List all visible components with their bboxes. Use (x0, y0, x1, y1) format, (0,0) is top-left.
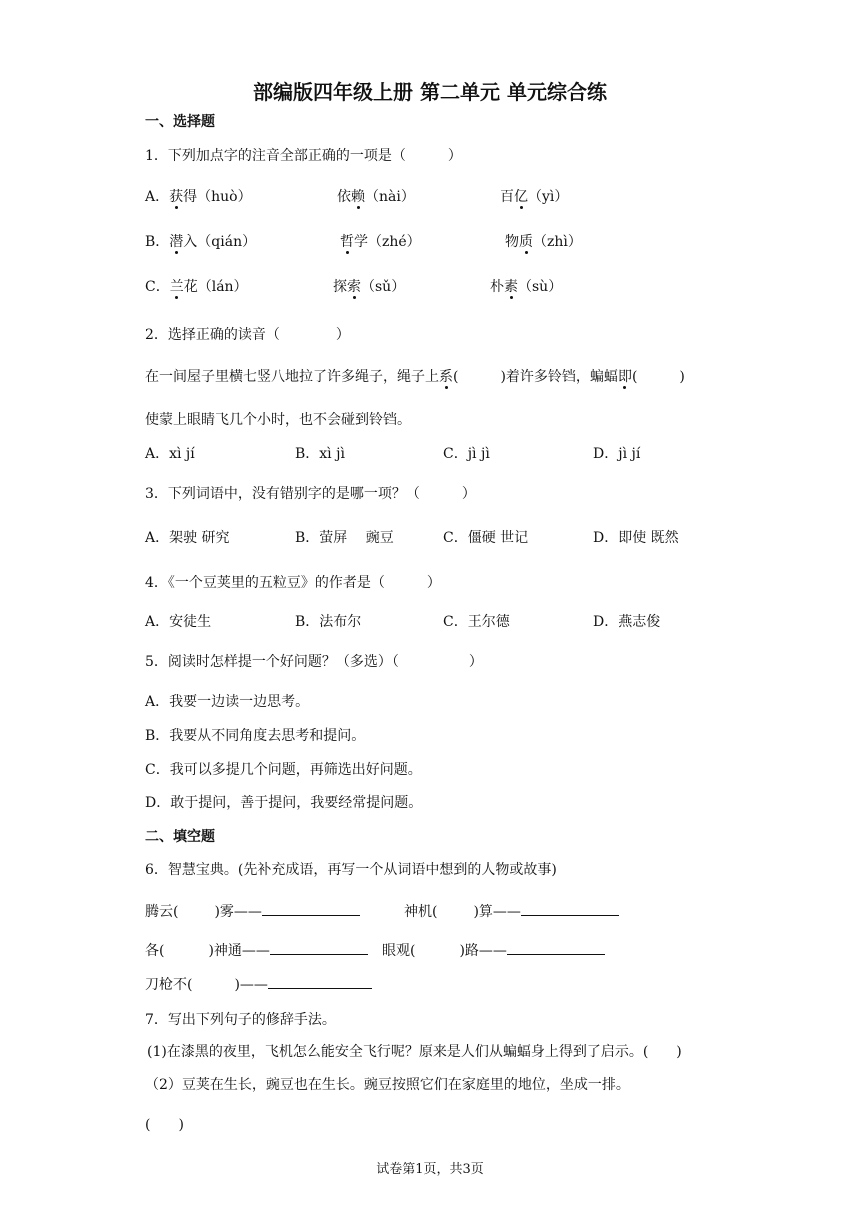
q4-option-b: B．法布尔 (295, 614, 362, 630)
page-title: 部编版四年级上册 第二单元 单元综合练 (253, 80, 607, 104)
emphasis-dot-char: 赖 (351, 189, 365, 205)
question-7-answer-parens: ( ) (145, 1117, 184, 1133)
q1-option-b-2: 哲学（zhé） (340, 234, 421, 250)
idiom-item-1: 腾云( )雾—— (145, 901, 360, 922)
q2-option-b: B．xì jì (295, 446, 345, 462)
q3-option-b: B．萤屏 豌豆 (295, 530, 394, 546)
question-6-stem: 6．智慧宝典。(先补充成语，再写一个从词语中想到的人物或故事) (145, 862, 557, 878)
answer-blank (268, 974, 372, 989)
idiom-item-5: 刀枪不( )—— (145, 974, 372, 995)
emphasis-dot-char: 兰 (169, 279, 184, 295)
emphasis-dot-char: 即 (617, 369, 632, 385)
q4-option-c: C．王尔德 (443, 614, 510, 630)
section-heading-fill: 二、填空题 (145, 829, 215, 845)
question-2-passage-line-2: 使蒙上眼睛飞几个小时，也不会碰到铃铛。 (145, 412, 411, 428)
emphasis-dot-char: 获 (169, 189, 184, 205)
section-heading-choice: 一、选择题 (145, 114, 215, 130)
idiom-item-3: 各( )神通—— (145, 940, 368, 961)
q3-option-c: C．僵硬 世记 (443, 530, 529, 546)
q1-option-c-2: 探索（sǔ） (333, 279, 406, 295)
q4-option-d: D．燕志俊 (593, 614, 661, 630)
answer-blank (507, 940, 605, 955)
q2-option-a: A．xì jí (145, 446, 195, 462)
q3-option-d: D．即使 既然 (593, 530, 679, 546)
q4-option-a: A．安徒生 (145, 614, 212, 630)
q1-option-b-1: B．潜入（qián） (145, 234, 257, 250)
q5-option-d: D．敢于提问，善于提问，我要经常提问题。 (145, 795, 423, 811)
question-7-sentence-2: （2）豆荚在生长，豌豆也在生长。豌豆按照它们在家庭里的地位，坐成一排。 (145, 1077, 630, 1093)
question-7-stem: 7．写出下列句子的修辞手法。 (145, 1012, 336, 1028)
q1-option-b-3: 物质（zhì） (505, 234, 582, 250)
q1-option-a-3: 百亿（yì） (500, 189, 569, 205)
q1-option-c-1: C．兰花（lán） (145, 279, 248, 295)
q5-option-c: C．我可以多提几个问题，再筛选出好问题。 (145, 762, 422, 778)
emphasis-dot-char: 潜 (169, 234, 184, 250)
emphasis-dot-char: 系 (439, 369, 453, 385)
answer-blank (270, 940, 368, 955)
q1-option-a-2: 依赖（nài） (337, 189, 415, 205)
q1-option-a-1: A．获得（huò） (145, 189, 252, 205)
answer-blank (262, 901, 360, 916)
emphasis-dot-char: 哲 (340, 234, 354, 250)
emphasis-dot-char: 亿 (514, 189, 528, 205)
emphasis-dot-char: 素 (504, 279, 518, 295)
page-footer: 试卷第1页，共3页 (376, 1162, 484, 1177)
q1-option-c-3: 朴素（sù） (490, 279, 563, 295)
idiom-item-4: 眼观( )路—— (382, 940, 605, 961)
q5-option-a: A．我要一边读一边思考。 (145, 694, 310, 710)
emphasis-dot-char: 索 (347, 279, 361, 295)
question-7-sentence-1: (1)在漆黑的夜里，飞机怎么能安全飞行呢？原来是人们从蝙蝠身上得到了启示。( ) (147, 1044, 682, 1060)
question-1-stem: 1．下列加点字的注音全部正确的一项是（ ） (145, 148, 462, 164)
q2-option-c: C．jì jì (443, 446, 490, 462)
question-2-passage-line-1: 在一间屋子里横七竖八地拉了许多绳子，绳子上系( )着许多铃铛，蝙蝠即( ) (145, 369, 685, 385)
question-4-stem: 4．《一个豆荚里的五粒豆》的作者是（ ） (145, 575, 441, 591)
answer-blank (521, 901, 619, 916)
question-3-stem: 3．下列词语中，没有错别字的是哪一项？（ ） (145, 486, 476, 502)
idiom-item-2: 神机( )算—— (404, 901, 619, 922)
question-5-stem: 5．阅读时怎样提一个好问题？（多选）（ ） (145, 654, 483, 670)
q2-option-d: D．jì jí (593, 446, 641, 462)
emphasis-dot-char: 质 (519, 234, 533, 250)
q5-option-b: B．我要从不同角度去思考和提问。 (145, 728, 366, 744)
q3-option-a: A．架驶 研究 (145, 530, 230, 546)
question-2-stem: 2．选择正确的读音（ ） (145, 327, 350, 343)
